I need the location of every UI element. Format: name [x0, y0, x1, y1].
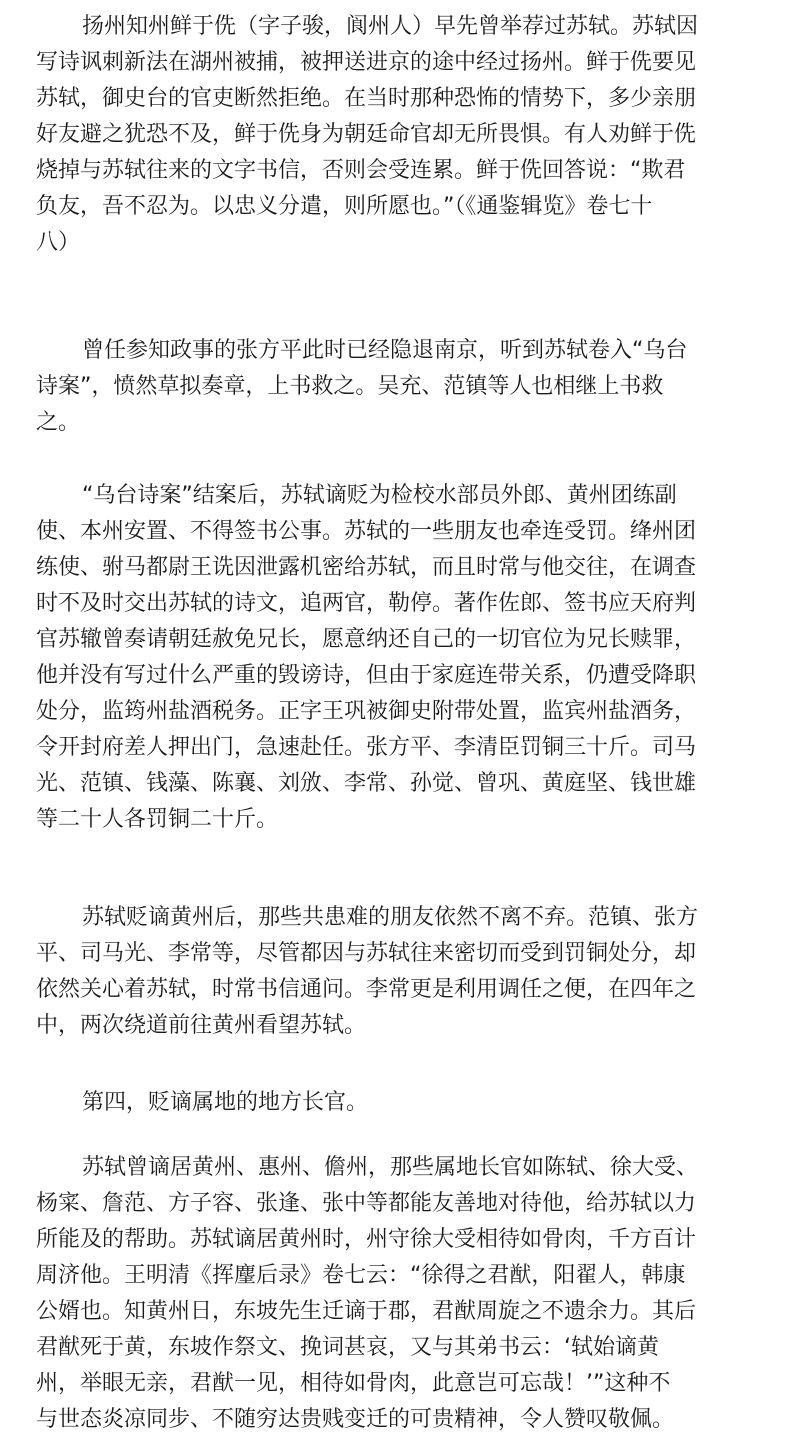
paragraph-5 — [36, 1085, 368, 1121]
text-line: 君猷死于黄，东坡作祭文、挽词甚哀，又与其弟书云：‘轼始谪黄 — [36, 1335, 659, 1360]
text-line: 平、司马光、李常等，尽管都因与苏轼往来密切而受到罚铜处分，却 — [36, 941, 697, 966]
text-line: 写诗讽刺新法在湖州被捕，被押送进京的途中经过扬州。鲜于侁要见 — [36, 50, 697, 75]
text-line: 光、范镇、钱藻、陈襄、刘攽、李常、孙觉、曾巩、黄庭坚、钱世雄 — [36, 771, 697, 796]
text-line: 使、本州安置、不得签书公事。苏轼的一些朋友也牵连受罚。绛州团 — [36, 519, 697, 544]
text-line: 杨寀、詹范、方子容、张逢、张中等都能友善地对待他，给苏轼以力 — [36, 1191, 697, 1216]
text-line: 依然关心着苏轼，时常书信通问。李常更是利用调任之便，在四年之 — [36, 977, 697, 1002]
text-line: 周济他。王明清《挥麈后录》卷七云：“徐得之君猷，阳翟人，韩康 — [36, 1263, 686, 1288]
text-line: 苏轼曾谪居黄州、惠州、儋州，那些属地长官如陈轼、徐大受、 — [82, 1155, 699, 1180]
text-line: 时不及时交出苏轼的诗文，追两官，勒停。著作佐郎、签书应天府判 — [36, 591, 697, 616]
text-line: 他并没有写过什么严重的毁谤诗，但由于家庭连带关系，仍遭受降职 — [36, 663, 697, 688]
text-line: 扬州知州鲜于侁（字子骏，阆州人）早先曾举荐过苏轼。苏轼因 — [82, 14, 699, 39]
text-line: 负友，吾不忍为。以忠义分遣，则所愿也。”（《通鉴辑览》卷七十 — [36, 194, 653, 219]
text-line: 之。 — [36, 410, 81, 435]
text-line: 处分，监筠州盐酒税务。正字王巩被御史附带处置，监宾州盐酒务， — [36, 699, 697, 724]
text-line: “乌台诗案”结案后，苏轼谪贬为检校水部员外郎、黄州团练副 — [82, 483, 677, 508]
text-line: 烧掉与苏轼往来的文字书信，否则会受连累。鲜于侁回答说：“欺君 — [36, 158, 686, 183]
text-line: 第四，贬谪属地的地方长官。 — [82, 1090, 369, 1115]
paragraph-6 — [36, 1150, 698, 1438]
text-line: 公婿也。知黄州日，东坡先生迁谪于郡，君猷周旋之不遗余力。其后 — [36, 1299, 697, 1324]
text-line: 曾任参知政事的张方平此时已经隐退南京，听到苏轼卷入“乌台 — [82, 338, 688, 363]
paragraph-4 — [36, 900, 698, 1044]
text-line: 八） — [36, 230, 81, 255]
text-line: 苏轼，御史台的官吏断然拒绝。在当时那种恐怖的情势下，多少亲朋 — [36, 86, 697, 111]
paragraph-2 — [36, 333, 687, 441]
text-line: 官苏辙曾奏请朝廷赦免兄长，愿意纳还自己的一切官位为兄长赎罪， — [36, 627, 697, 652]
text-line: 中，两次绕道前往黄州看望苏轼。 — [36, 1013, 367, 1038]
text-line: 苏轼贬谪黄州后，那些共患难的朋友依然不离不弃。范镇、张方 — [82, 905, 699, 930]
text-line: 与世态炎凉同步、不随穷达贵贱变迁的可贵精神，令人赞叹敬佩。 — [36, 1407, 675, 1432]
paragraph-1 — [36, 9, 698, 261]
text-line: 所能及的帮助。苏轼谪居黄州时，州守徐大受相待如骨肉，千方百计 — [36, 1227, 697, 1252]
paragraph-3 — [36, 478, 696, 838]
text-line: 令开封府差人押出门，急速赴任。张方平、李清臣罚铜三十斤。司马 — [36, 735, 697, 760]
text-line: 州，举眼无亲，君猷一见，相待如骨肉，此意岂可忘哉！’”这种不 — [36, 1371, 671, 1396]
text-line: 诗案”，愤然草拟奏章，上书救之。吴充、范镇等人也相继上书救 — [36, 374, 664, 399]
text-line: 练使、驸马都尉王诜因泄露机密给苏轼，而且时常与他交往，在调查 — [36, 555, 697, 580]
text-line: 等二十人各罚铜二十斤。 — [36, 807, 279, 832]
text-line: 好友避之犹恐不及，鲜于侁身为朝廷命官却无所畏惧。有人劝鲜于侁 — [36, 122, 697, 147]
